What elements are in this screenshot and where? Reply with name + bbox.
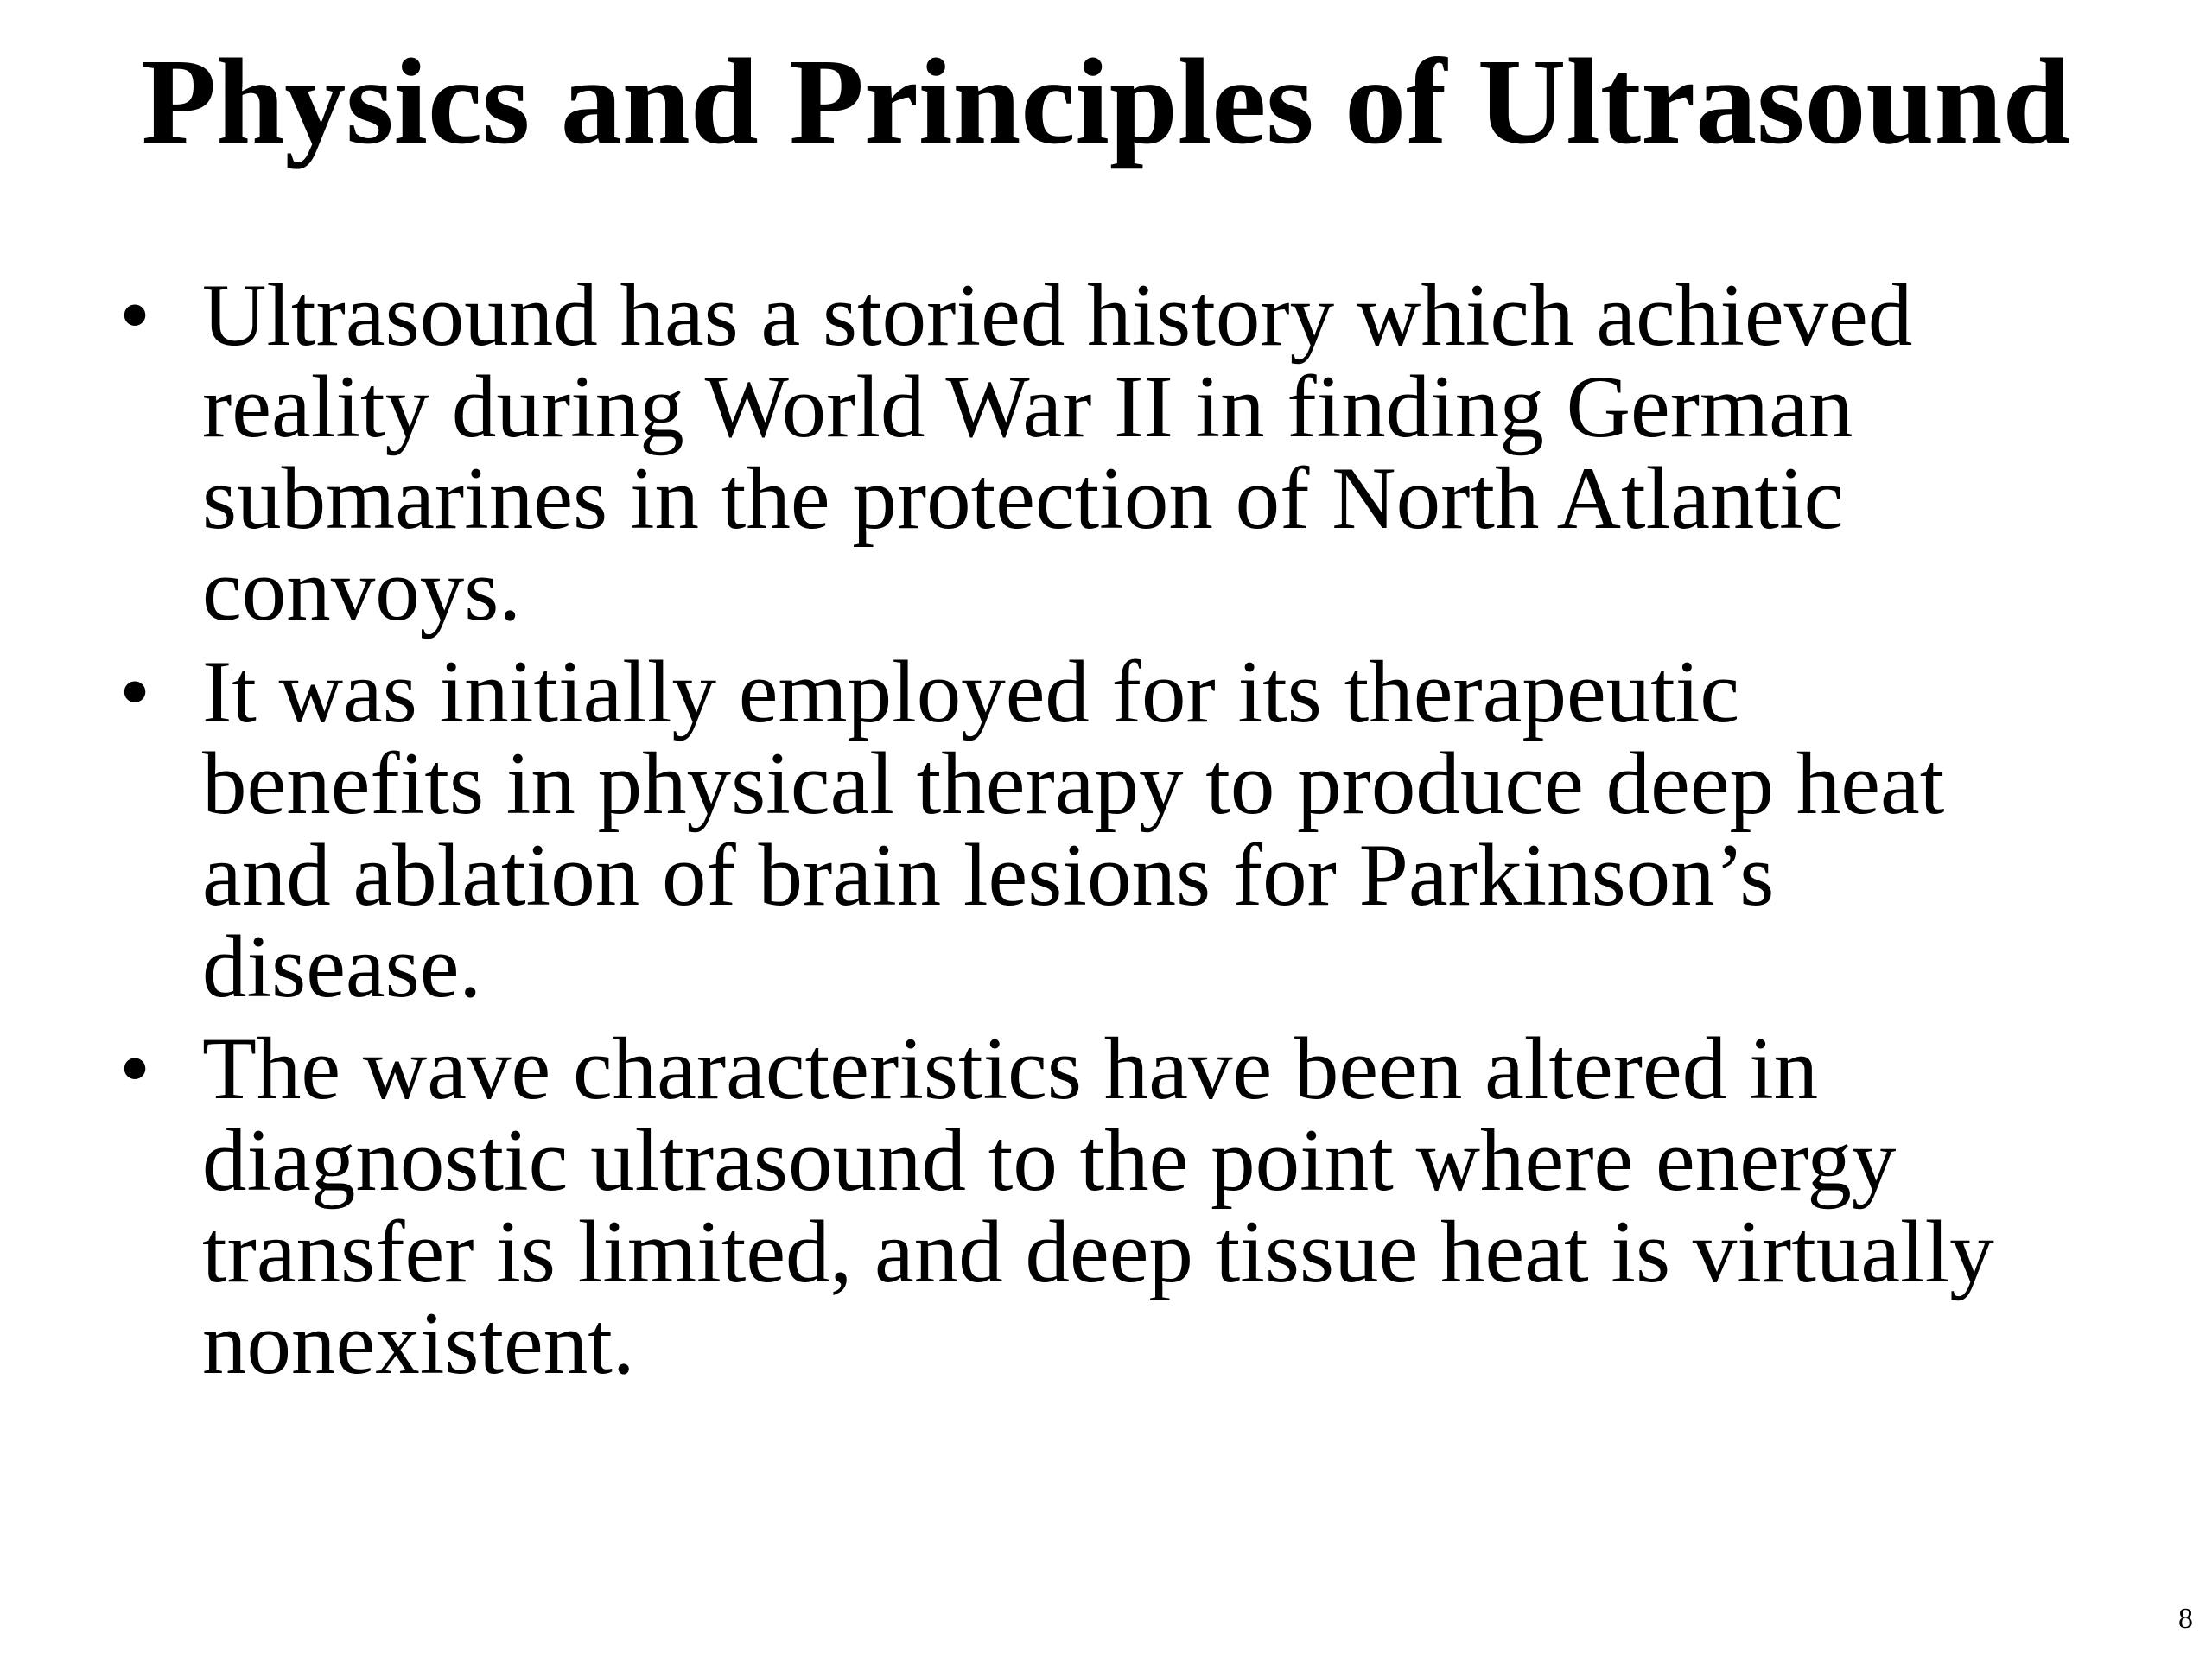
bullet-list [0, 266, 2212, 1400]
bullet-icon: • [119, 266, 151, 365]
bullet-text-line: The wave characteristics have been altered in [202, 1020, 1819, 1118]
bullet-text-line: Ultrasound has a storied history which achieved [202, 266, 1913, 365]
bullet-text-line: reality during World War II in finding German [202, 358, 1853, 456]
bullet-text-line: and ablation of brain lesions for Parkinson’s [202, 826, 1775, 925]
bullet-text-line: diagnostic ultrasound to the point where energy [202, 1111, 1897, 1210]
bullet-text-line: disease. [202, 918, 482, 1016]
bullet-text-line: It was initially employed for its therapeutic [202, 643, 1740, 741]
bullet-item [0, 643, 2212, 1016]
bullet-text-line: submarines in the protection of North Atlantic [202, 449, 1844, 548]
bullet-text-line: nonexistent. [202, 1294, 635, 1393]
bullet-text-line: convoys. [202, 541, 522, 639]
bullet-text-line: transfer is limited, and deep tissue heat is virtually [202, 1203, 1994, 1301]
bullet-icon: • [119, 643, 151, 741]
slide-title: Physics and Principles of Ultrasound [141, 33, 2071, 169]
bullet-icon: • [119, 1020, 151, 1118]
bullet-item [0, 266, 2212, 639]
bullet-item [0, 1020, 2212, 1393]
page-number: 8 [2178, 1603, 2193, 1635]
bullet-text-line: benefits in physical therapy to produce deep heat [202, 734, 1945, 833]
